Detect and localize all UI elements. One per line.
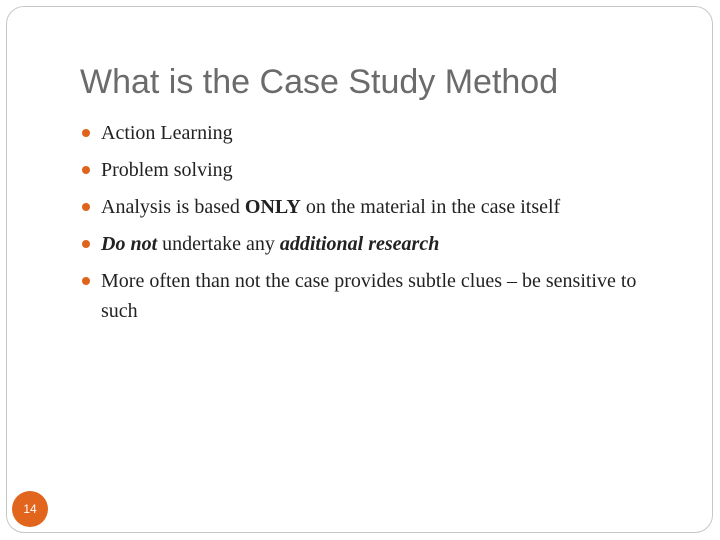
bullet-item	[82, 266, 642, 326]
bullet-list	[82, 118, 642, 333]
bullet-item	[82, 229, 642, 259]
bullet-dot-icon	[82, 277, 90, 285]
bullet-item	[82, 155, 642, 185]
slide-title: What is the Case Study Method	[80, 63, 559, 101]
bullet-text: Problem solving	[101, 159, 233, 181]
bullet-text-post: on the material in the case itself	[300, 196, 561, 218]
bullet-text: More often than not the case provides subtle clues – be sensitive to such	[101, 270, 637, 322]
bullet-emphasis: Do not	[101, 233, 158, 255]
bullet-dot-icon	[82, 129, 90, 137]
bullet-dot-icon	[82, 166, 90, 174]
bullet-item	[82, 192, 642, 222]
bullet-text: Action Learning	[101, 122, 233, 144]
bullet-text-pre: Analysis is based	[101, 196, 245, 218]
bullet-dot-icon	[82, 203, 90, 211]
bullet-item	[82, 118, 642, 148]
bullet-dot-icon	[82, 240, 90, 248]
bullet-emphasis: ONLY	[244, 196, 301, 218]
bullet-emphasis: additional research	[279, 233, 440, 255]
page-number-badge: 14	[12, 491, 48, 527]
bullet-text-mid: undertake any	[157, 233, 280, 255]
